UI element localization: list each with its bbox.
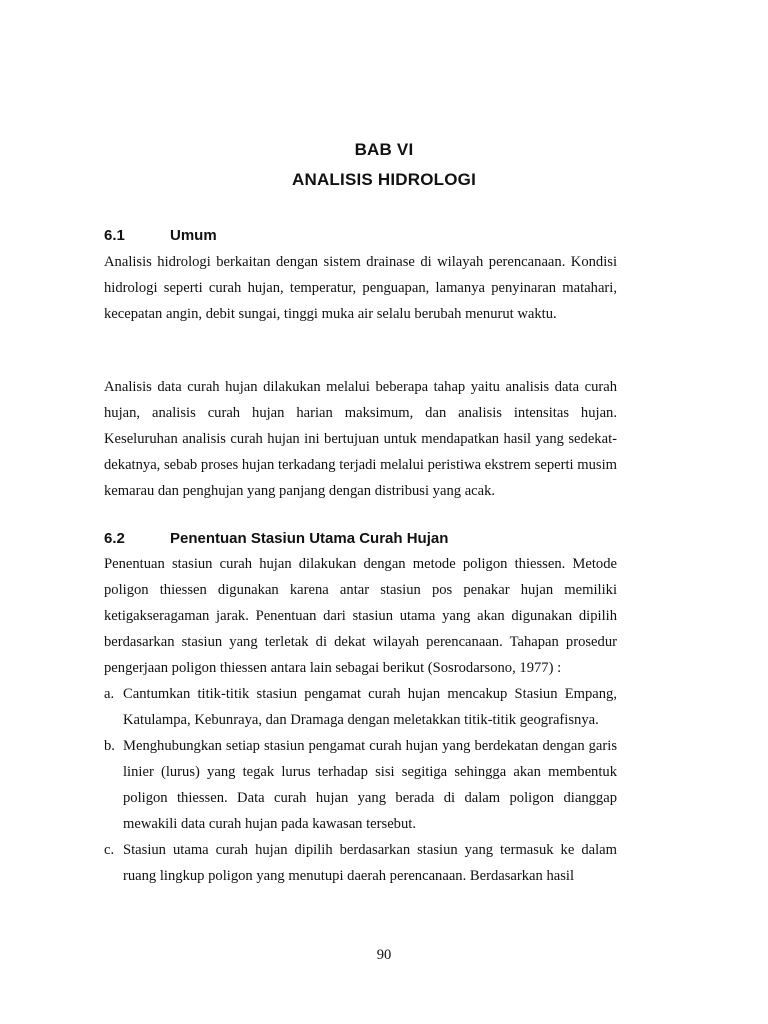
list-marker: b. <box>104 738 115 754</box>
section-number: 6.1 <box>104 227 125 244</box>
page-number: 90 <box>376 947 392 963</box>
chapter-number: BAB VI <box>354 140 414 159</box>
paragraph: Analisis data curah hujan dilakukan melalui beberapa tahap yaitu analisis data curah hujan, analisis curah hujan harian maksimum, dan analisis intensitas hujan. Keseluruhan analisis curah hujan ini bertujuan untuk mendapatkan hasil yang sedekat-dekatnya, sebab proses hujan terkadang terjadi melalui peristiwa ekstrem seperti musim kemarau dan penghujan yang panjang dengan distribusi yang acak. <box>104 379 617 499</box>
section-heading-6-1 <box>104 227 217 244</box>
section-number: 6.2 <box>104 530 125 547</box>
list-marker: a. <box>104 686 115 702</box>
list-item-text: Menghubungkan setiap stasiun pengamat curah hujan yang berdekatan dengan garis linier (lurus) yang tegak lurus terhadap sisi segitiga sehingga akan membentuk poligon thiessen. Data curah hujan yang berada di dalam poligon dianggap mewakili data curah hujan pada kawasan tersebut. <box>123 738 617 832</box>
procedure-list <box>104 681 617 889</box>
paragraph: Penentuan stasiun curah hujan dilakukan dengan metode poligon thiessen. Metode poligon thiessen digunakan karena antar stasiun pos penakar hujan memiliki ketigakseragaman jarak. Penentuan dari stasiun utama yang akan digunakan dipilih berdasarkan stasiun yang terletak di dekat wilayah perencanaan. Tahapan prosedur pengerjaan poligon thiessen antara lain sebagai berikut (Sosrodarsono, 1977) : <box>104 556 617 676</box>
list-item <box>104 681 617 733</box>
list-item <box>104 733 617 837</box>
section-title: Penentuan Stasiun Utama Curah Hujan <box>170 530 449 547</box>
chapter-title: ANALISIS HIDROLOGI <box>292 170 476 189</box>
section-heading-6-2 <box>104 530 448 547</box>
paragraph: Analisis hidrologi berkaitan dengan sistem drainase di wilayah perencanaan. Kondisi hidrologi seperti curah hujan, temperatur, penguapan, lamanya penyinaran matahari, kecepatan angin, debit sungai, tinggi muka air selalu berubah menurut waktu. <box>104 254 617 322</box>
section-title: Umum <box>170 227 217 244</box>
list-item-text: Stasiun utama curah hujan dipilih berdasarkan stasiun yang termasuk ke dalam ruang lingkup poligon yang menutupi daerah perencanaan. Berdasarkan hasil <box>123 842 617 884</box>
list-item <box>104 837 617 889</box>
list-marker: c. <box>104 842 115 858</box>
list-item-text: Cantumkan titik-titik stasiun pengamat curah hujan mencakup Stasiun Empang, Katulampa, Kebunraya, dan Dramaga dengan meletakkan titik-titik geografisnya. <box>123 686 617 728</box>
